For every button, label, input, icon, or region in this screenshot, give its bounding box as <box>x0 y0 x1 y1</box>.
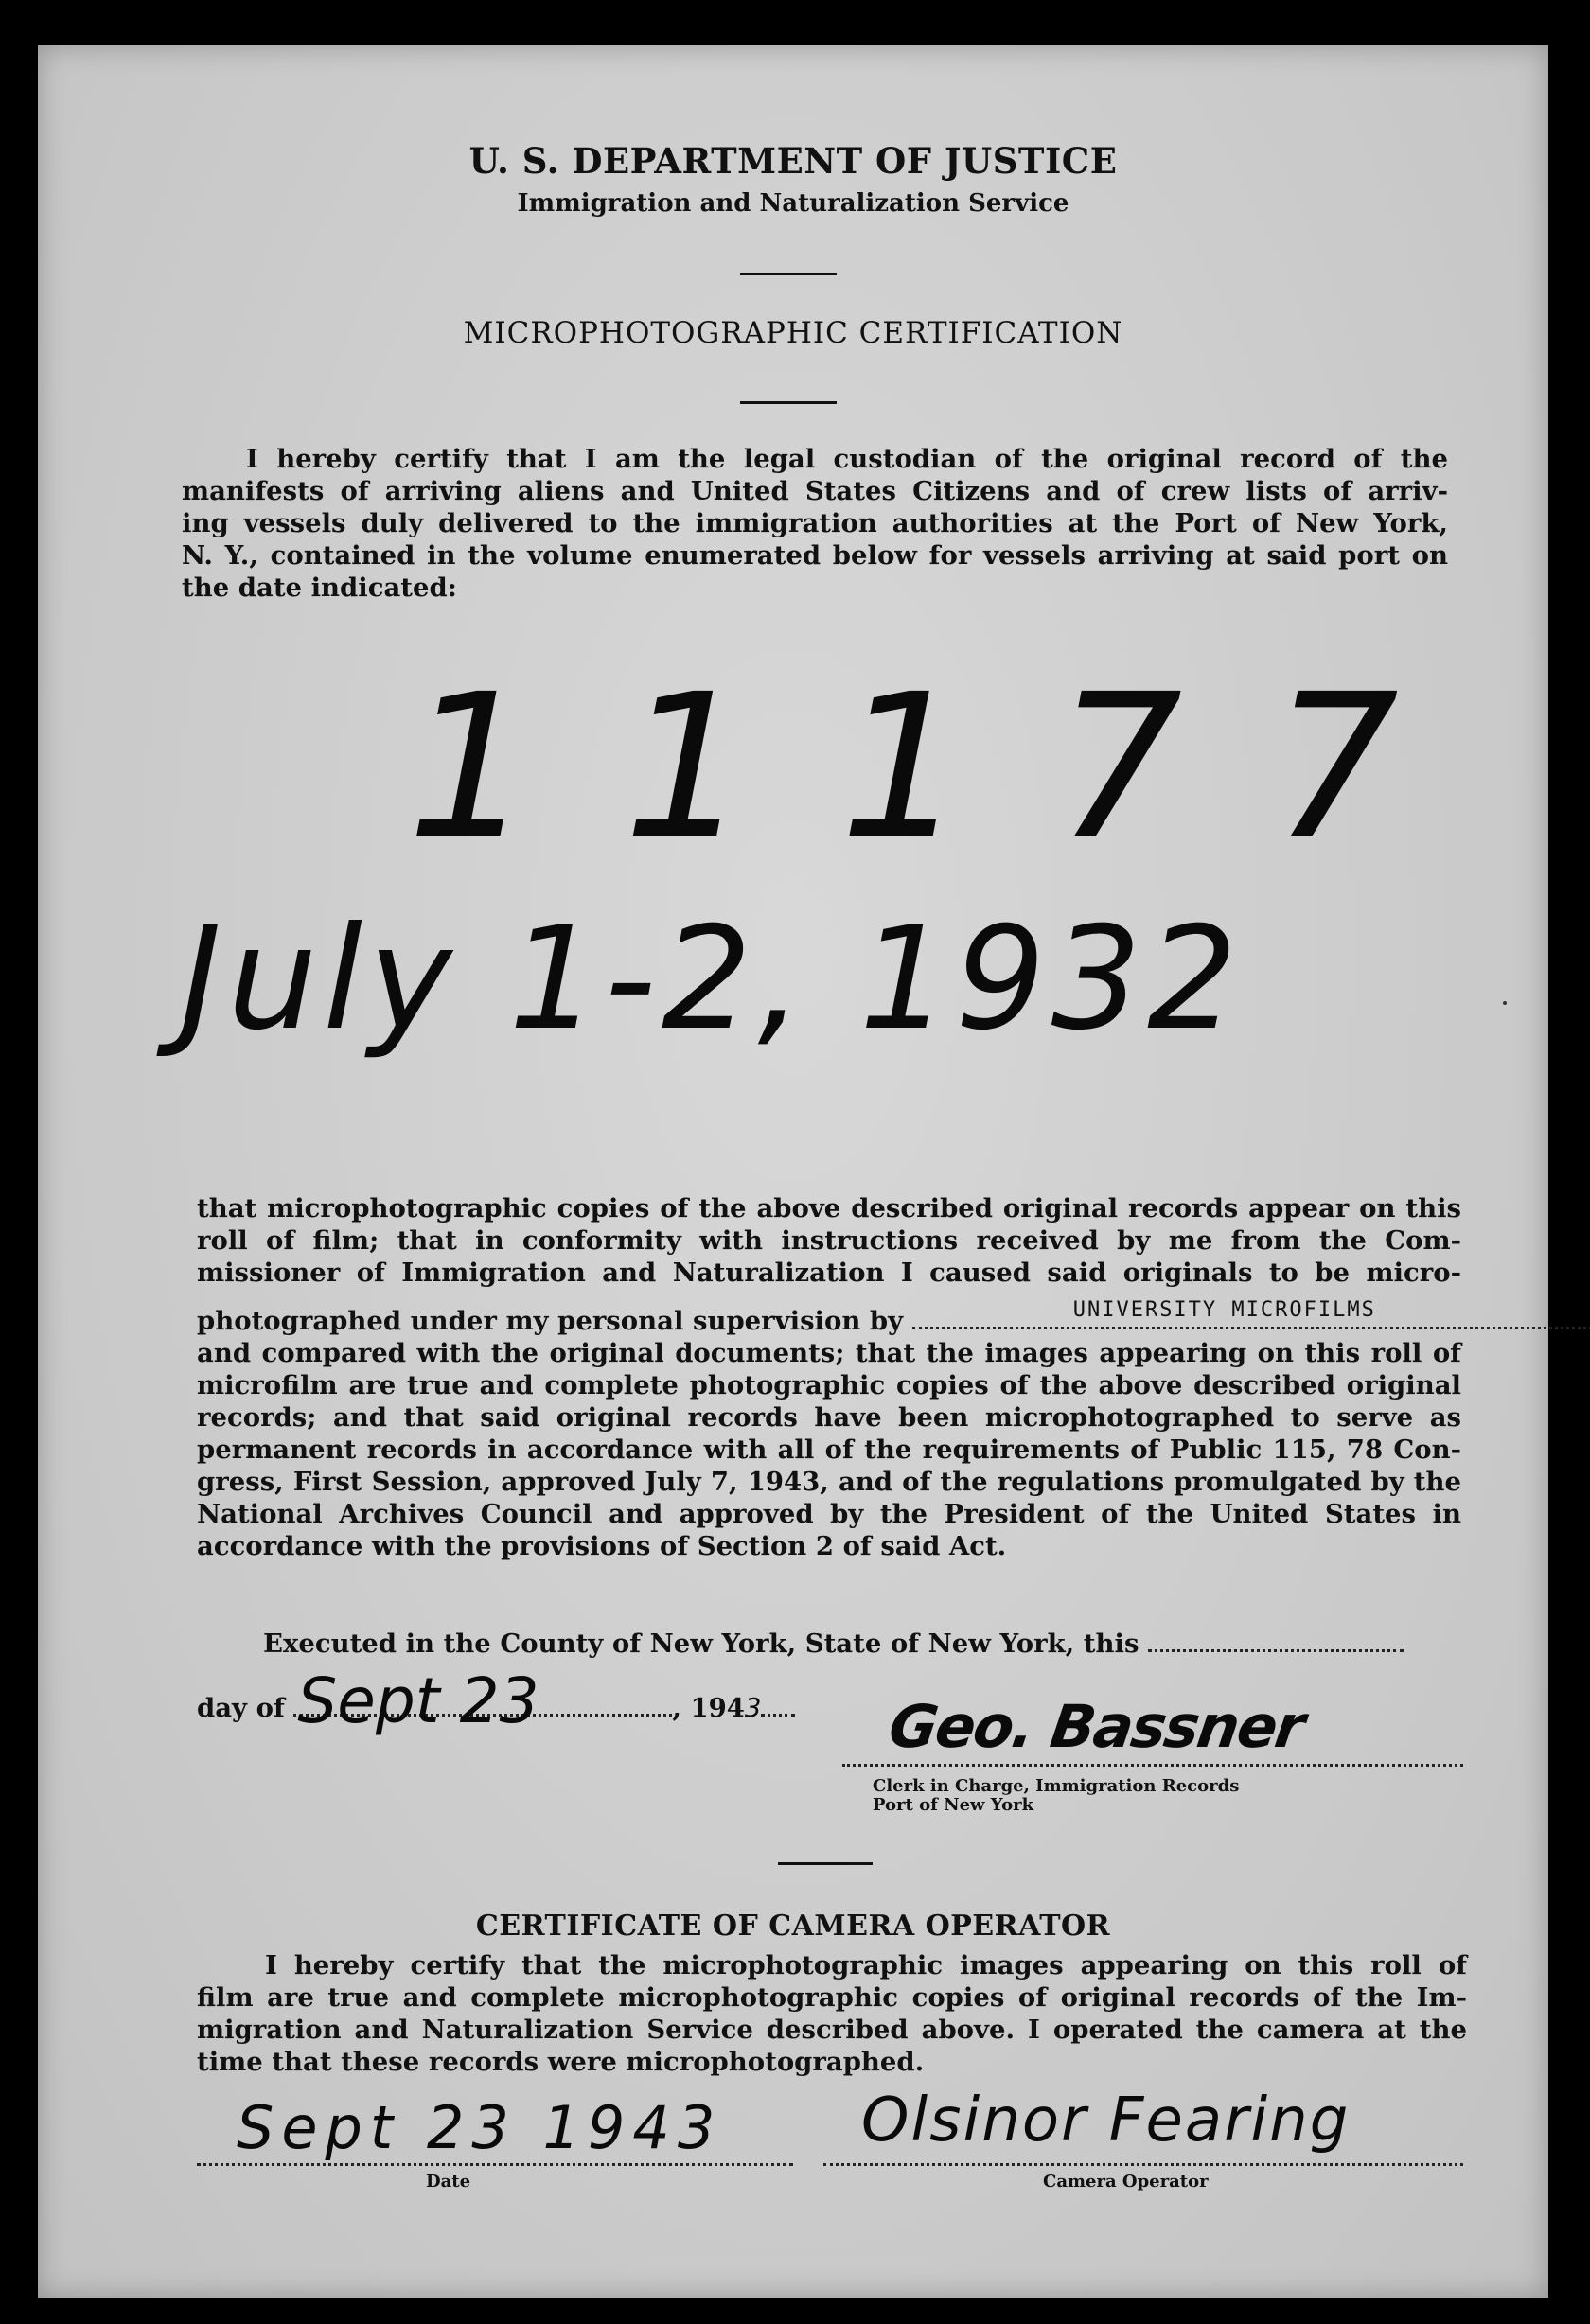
executed-text: Executed in the County of New York, State of New York, this <box>263 1629 1140 1659</box>
body-line: gress, First Session, approved July 7, 1943, and of the regulations promulgated by the <box>197 1467 1461 1497</box>
intro-line: the date indicated: <box>182 572 457 603</box>
year-field <box>761 1695 795 1717</box>
camera-date-handwritten: Sept 23 1943 <box>237 2093 723 2162</box>
intro-paragraph <box>182 443 1448 604</box>
body-line: missioner of Immigration and Naturalization I caused said originals to be micro- <box>197 1258 1461 1288</box>
executed-day-field <box>1148 1630 1404 1652</box>
operator-signature: Olsinor Fearing <box>861 2086 1351 2156</box>
supervision-prefix: photographed under my personal supervision by <box>197 1306 904 1336</box>
body-line: National Archives Council and approved by the President of the United States in <box>197 1499 1461 1529</box>
body-line: microfilm are true and complete photographic copies of the above described original <box>197 1370 1461 1400</box>
camera-paragraph <box>197 1949 1467 2078</box>
divider <box>740 273 837 275</box>
camera-date-label: Date <box>426 2172 471 2192</box>
body-line: roll of film; that in conformity with instructions received by me from the Com- <box>197 1225 1461 1256</box>
camera-line: migration and Naturalization Service described above. I operated the camera at the <box>197 2015 1467 2045</box>
camera-line: film are true and complete microphotographic copies of original records of the Im- <box>197 1982 1467 2013</box>
intro-line: I hereby certify that I am the legal custodian of the original record of the <box>246 444 1448 474</box>
operator-signature-line <box>823 2163 1463 2166</box>
intro-line: manifests of arriving aliens and United States Citizens and of crew lists of arriv- <box>182 476 1448 506</box>
day-of-handwritten: Sept 23 <box>297 1664 539 1737</box>
day-of-field <box>293 1664 672 1737</box>
body-paragraph <box>197 1192 1461 1562</box>
year-suffix: 3 <box>744 1693 762 1723</box>
executed-line <box>263 1628 1463 1660</box>
intro-line: N. Y., contained in the volume enumerated below for vessels arriving at said port on <box>182 540 1448 571</box>
camera-line: time that these records were microphotographed. <box>197 2047 925 2077</box>
body-line: and compared with the original documents; that the images appearing on this roll of <box>197 1338 1461 1368</box>
body-line: records; and that said original records have been microphotographed to serve as <box>197 1402 1461 1433</box>
divider <box>740 401 837 404</box>
body-line: accordance with the provisions of Section 2 of said Act. <box>197 1531 1007 1561</box>
camera-date-line <box>197 2163 793 2166</box>
body-line: that microphotographic copies of the above described original records appear on this <box>197 1193 1461 1224</box>
year-prefix: , 194 <box>672 1693 745 1723</box>
clerk-title <box>873 1777 1239 1815</box>
camera-certificate-title: CERTIFICATE OF CAMERA OPERATOR <box>475 1910 1111 1943</box>
day-of-line <box>197 1664 916 1737</box>
film-speck <box>1503 1001 1507 1005</box>
supervision-line <box>197 1298 1461 1337</box>
operator-label: Camera Operator <box>1043 2172 1209 2192</box>
divider <box>778 1862 873 1865</box>
handwritten-volume-number: 11177 <box>407 651 1490 883</box>
body-line: permanent records in accordance with all of the requirements of Public 115, 78 Con- <box>197 1435 1461 1465</box>
intro-line: ing vessels duly delivered to the immigration authorities at the Port of New York, <box>182 508 1448 538</box>
certification-title: MICROPHOTOGRAPHIC CERTIFICATION <box>463 316 1123 350</box>
clerk-title-line: Port of New York <box>873 1795 1034 1815</box>
day-of-label: day of <box>197 1693 285 1723</box>
clerk-signature: Geo. Bassner <box>884 1692 1308 1761</box>
clerk-title-line: Clerk in Charge, Immigration Records <box>873 1776 1240 1796</box>
certificate-page <box>38 45 1548 2298</box>
camera-line: I hereby certify that the microphotographic images appearing on this roll of <box>265 1950 1467 1981</box>
signature-line <box>842 1764 1463 1767</box>
handwritten-volume-date: July 1-2, 1932 <box>180 897 1244 1062</box>
service-subheading: Immigration and Naturalization Service <box>517 189 1069 218</box>
supervision-company: UNIVERSITY MICROFILMS <box>1072 1298 1376 1322</box>
supervision-field <box>912 1298 1590 1329</box>
department-heading: U. S. DEPARTMENT OF JUSTICE <box>468 140 1118 182</box>
